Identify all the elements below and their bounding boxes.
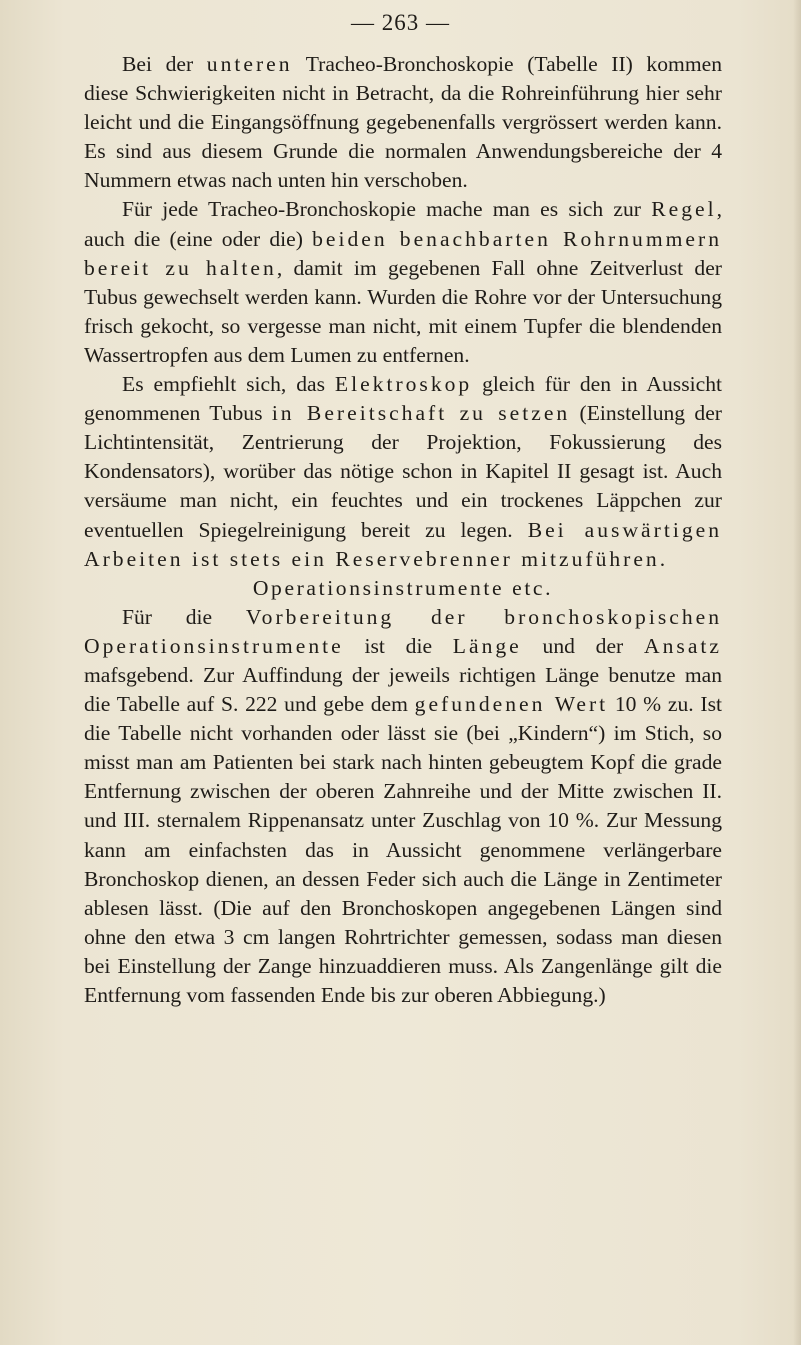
text-segment: Für die xyxy=(122,604,246,629)
text-segment: 10 % zu. Ist die Tabelle nicht vorhanden oder lässt sie (bei „Kindern“) im Stich, so misst man am Patienten bei stark nach hinten gebeugtem Kopf die grade Entfernung zwischen der oberen Zahnreihe und der Mitte zwischen II. und III. sternalem Rippenansatz unter Zuschlag von 10 %. Zur Messung kann am einfachsten das in Aussicht genommene verlängerbare Bronchoskop dienen, an dessen Feder sich auch die Länge in Zentimeter ablesen lässt. (Die auf den Bronchoskopen angegebenen Längen sind ohne den etwa 3 cm langen Rohrtrichter gemessen, sodass man diesen bei Einstellung der Zange hinzuaddieren muss. Als Zangenlänge gilt die Entfernung vom fassenden Ende bis zur oberen Abbiegung.) xyxy=(84,692,722,1007)
text-segment: , auch die (eine oder die) xyxy=(84,197,722,251)
paragraph xyxy=(84,50,722,195)
emphasized-text: Regel xyxy=(651,197,717,222)
paragraph xyxy=(84,195,722,370)
text-segment: Bei der xyxy=(122,52,207,76)
paragraphs-before-heading xyxy=(84,50,722,574)
paragraph xyxy=(84,370,722,574)
section-heading: Operationsinstrumente etc. xyxy=(252,575,554,600)
emphasized-text: unteren xyxy=(206,52,293,76)
text-segment: gleich für den in Aussicht genommenen Tubus xyxy=(84,372,722,426)
text-segment: Tracheo-Bronchoskopie (Tabelle II) kommen diese Schwierigkeiten nicht in Betracht, da die Rohreinführung hier sehr leicht und die Eingangsöffnung gegebenenfalls vergrössert werden kann. Es sind aus diesem Grunde die normalen Anwendungsbereiche der 4 Nummern etwas nach unten hin verschoben. xyxy=(84,52,722,193)
emphasized-text: beiden benachbarten Rohrnummern bereit zu halten xyxy=(84,226,722,280)
body-text xyxy=(84,50,722,1010)
text-segment: Es empfiehlt sich, das xyxy=(122,372,335,397)
emphasized-text: Bei auswärtigen Arbeiten ist stets ein Reservebrenner mitzuführen. xyxy=(84,517,722,571)
paragraphs-after-heading xyxy=(84,603,722,1010)
emphasized-text: Vorbereitung der bronchoskopischen Operationsinstrumente xyxy=(84,604,722,658)
page-edge-shadow xyxy=(793,0,801,1345)
text-segment: (Einstellung der Lichtintensität, Zentrierung der Projektion, Fokussierung des Kondensators), worüber das nötige schon in Kapitel II gesagt ist. Auch versäume man nicht, ein feuchtes und ein trockenes Läppchen zur eventuellen Spiegelreinigung bereit zu legen. xyxy=(84,401,722,542)
text-segment: , damit im gegebenen Fall ohne Zeitverlust der Tubus gewechselt werden kann. Wurden die Rohre vor der Untersuchung frisch gekocht, so vergesse man nicht, mit einem Tupfer die blendenden Wassertropfen aus dem Lumen zu entfernen. xyxy=(84,255,722,367)
emphasized-text: Elektroskop xyxy=(334,372,473,397)
text-segment: ist die xyxy=(343,633,453,658)
emphasized-text: Länge xyxy=(452,633,522,658)
text-segment: Für jede Tracheo-Bronchoskopie mache man es sich zur xyxy=(122,197,652,222)
paragraph xyxy=(84,603,722,1010)
text-segment: mafsgebend. Zur Auffindung der jeweils richtigen Länge benutze man die Tabelle auf S. 222 und gebe dem xyxy=(84,662,722,717)
page-number: — 263 — xyxy=(351,10,450,35)
emphasized-text: Ansatz xyxy=(644,633,722,658)
text-segment: und der xyxy=(521,633,645,658)
emphasized-text: gefundenen Wert xyxy=(414,692,609,717)
emphasized-text: in Bereitschaft zu setzen xyxy=(271,401,571,426)
